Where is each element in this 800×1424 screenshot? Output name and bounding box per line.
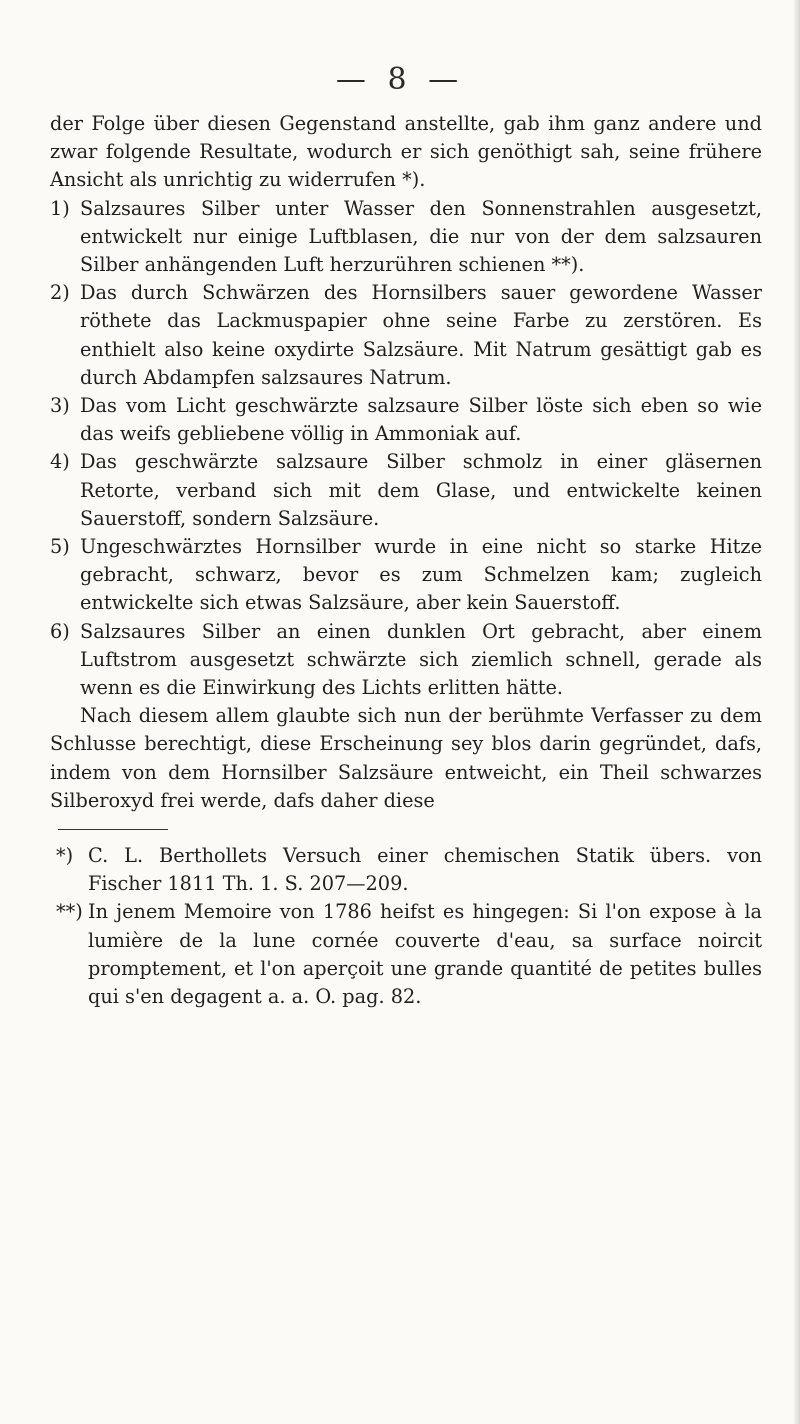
- conclusion-paragraph: Nach diesem allem glaubte sich nun der berühmte Verfasser zu dem Schlusse berechtigt, diese Erscheinung sey blos darin gegründet, dafs, indem von dem Hornsilber Salzsäure entweicht, ein Theil schwarzes Silberoxyd frei werde, dafs daher diese: [50, 704, 762, 812]
- result-text: Ungeschwärztes Hornsilber wurde in eine nicht so starke Hitze gebracht, schwarz, bevor es zum Schmelzen kam; zugleich entwickelte sich etwas Salzsäure, aber kein Sauerstoff.: [80, 535, 762, 615]
- result-number: 6): [50, 619, 70, 643]
- result-item: [50, 448, 762, 533]
- footnote: [50, 842, 762, 898]
- result-number: 1): [50, 196, 70, 220]
- result-text: Das vom Licht geschwärzte salzsaure Silber löste sich eben so wie das weifs gebliebene völlig in Ammoniak auf.: [80, 394, 762, 446]
- result-item: [50, 195, 762, 280]
- result-number: 5): [50, 535, 70, 559]
- page-edge-shadow: [794, 0, 800, 1424]
- result-text: Salzsaures Silber unter Wasser den Sonnenstrahlen ausgesetzt, entwickelt nur einige Luftblasen, die nur von der dem salzsauren Silber anhängenden Luft herzurühren schienen **).: [80, 196, 762, 277]
- result-text: Das geschwärzte salzsaure Silber schmolz in einer gläsernen Retorte, verband sich mit dem Glase, und entwickelte keinen Sauerstoff, sondern Salzsäure.: [80, 450, 762, 530]
- result-number: 4): [50, 450, 70, 474]
- result-text: Das durch Schwärzen des Hornsilbers sauer gewordene Wasser röthete das Lackmuspapier ohne seine Farbe zu zerstören. Es enthielt also keine oxydirte Salzsäure. Mit Natrum gesättigt gab es durch Abdampfen salzsaures Natrum.: [80, 281, 762, 389]
- results-list: [50, 195, 762, 703]
- footnote-separator: [58, 829, 168, 830]
- footnote-text: C. L. Berthollets Versuch einer chemischen Statik übers. von Fischer 1811 Th. 1. S. 207—209.: [88, 844, 762, 896]
- result-item: [50, 279, 762, 392]
- footnote: [50, 898, 762, 1011]
- result-number: 3): [50, 394, 70, 418]
- result-item: [50, 392, 762, 448]
- result-text: Salzsaures Silber an einen dunklen Ort gebracht, aber einem Luftstrom ausgesetzt schwärzte sich ziemlich schnell, gerade als wenn es die Einwirkung des Lichts erlitten hätte.: [80, 619, 762, 700]
- result-item: [50, 533, 762, 618]
- lead-paragraph: der Folge über diesen Gegenstand anstellte, gab ihm ganz andere und zwar folgende Resultate, wodurch er sich genöthigt sah, seine frühere Ansicht als unrichtig zu widerrufen *).: [50, 112, 762, 192]
- result-item: [50, 618, 762, 703]
- result-number: 2): [50, 281, 70, 305]
- footnote-mark: *): [56, 844, 74, 868]
- footnote-text: In jenem Memoire von 1786 heifst es hingegen: Si l'on expose à la lumière de la lune cornée couverte d'eau, sa surface noircit promptement, et l'on aperçoit une grande quantité de petites bulles qui s'en degagent a. a. O. pag. 82.: [88, 900, 762, 1009]
- footnote-mark: **): [56, 900, 83, 924]
- page-number: — 8 —: [335, 62, 465, 97]
- page-text: [50, 110, 762, 1011]
